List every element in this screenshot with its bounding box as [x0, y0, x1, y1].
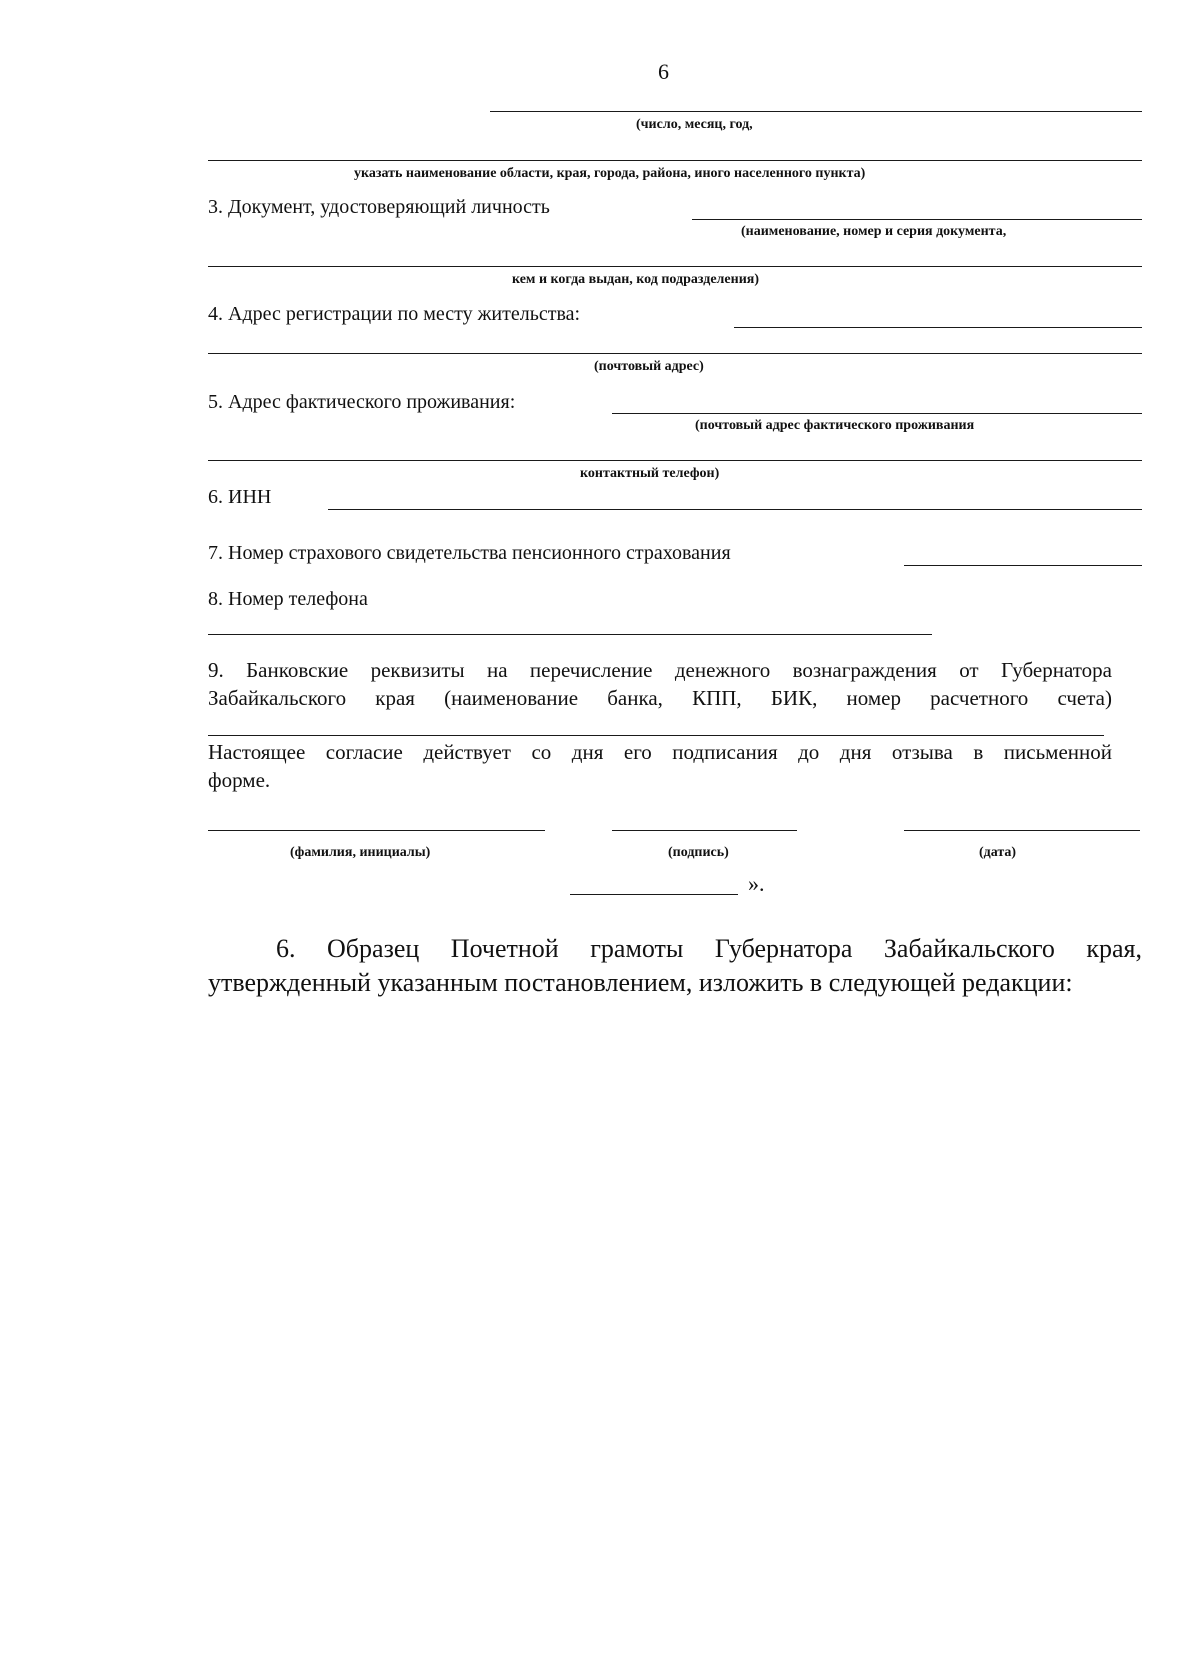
paragraph-6-line-1: 6. Образец Почетной грамоты Губернатора Забайкальского края,	[276, 934, 1142, 963]
consent-line-1: Настоящее согласие действует со дня его подписания до дня отзыва в письменной	[208, 740, 1112, 764]
caption-birth-date: (число, месяц, год,	[636, 117, 753, 132]
item-6-label: 6. ИНН	[208, 486, 272, 508]
inn-line[interactable]	[328, 509, 1142, 510]
signature-line[interactable]	[612, 830, 797, 831]
item-3-label: 3. Документ, удостоверяющий личность	[208, 196, 550, 218]
bank-details-line[interactable]	[208, 735, 1104, 736]
item-7-label: 7. Номер страхового свидетельства пенсионного страхования	[208, 542, 731, 564]
page-number: 6	[658, 59, 669, 84]
registration-address-line-1[interactable]	[734, 327, 1142, 328]
item-9-line-1: 9. Банковские реквизиты на перечисление денежного вознаграждения от Губернатора	[208, 658, 1112, 682]
document-line-1[interactable]	[692, 219, 1142, 220]
caption-actual-address: (почтовый адрес фактического проживания	[695, 418, 975, 433]
birth-place-line[interactable]	[208, 160, 1142, 161]
item-4-label: 4. Адрес регистрации по месту жительства:	[208, 303, 581, 325]
item-8-label: 8. Номер телефона	[208, 588, 368, 610]
surname-line[interactable]	[208, 830, 545, 831]
caption-document-name: (наименование, номер и серия документа,	[741, 224, 1007, 239]
registration-address-line-2[interactable]	[208, 353, 1142, 354]
caption-postal-address: (почтовый адрес)	[594, 359, 704, 374]
paragraph-6-line-2: утвержденный указанным постановлением, изложить в следующей редакции:	[208, 968, 1073, 997]
closing-quote: ».	[748, 871, 765, 896]
caption-date: (дата)	[979, 845, 1017, 860]
caption-signature: (подпись)	[668, 845, 729, 860]
phone-number-line[interactable]	[208, 634, 932, 635]
item-9-line-2: Забайкальского края (наименование банка, КПП, БИК, номер расчетного счета)	[208, 686, 1112, 710]
caption-contact-phone: контактный телефон)	[580, 466, 720, 481]
birth-date-line[interactable]	[490, 111, 1142, 112]
caption-surname: (фамилия, инициалы)	[290, 845, 431, 860]
document-line-2[interactable]	[208, 266, 1142, 267]
actual-address-line-1[interactable]	[612, 413, 1142, 414]
item-5-label: 5. Адрес фактического проживания:	[208, 391, 516, 413]
consent-line-2: форме.	[208, 768, 271, 792]
pension-certificate-line[interactable]	[904, 565, 1142, 566]
caption-birth-place: указать наименование области, края, города, района, иного населенного пункта)	[354, 166, 866, 181]
caption-document-issued: кем и когда выдан, код подразделения)	[512, 272, 759, 287]
actual-address-line-2[interactable]	[208, 460, 1142, 461]
date-line[interactable]	[904, 830, 1140, 831]
closing-line[interactable]	[570, 894, 738, 895]
